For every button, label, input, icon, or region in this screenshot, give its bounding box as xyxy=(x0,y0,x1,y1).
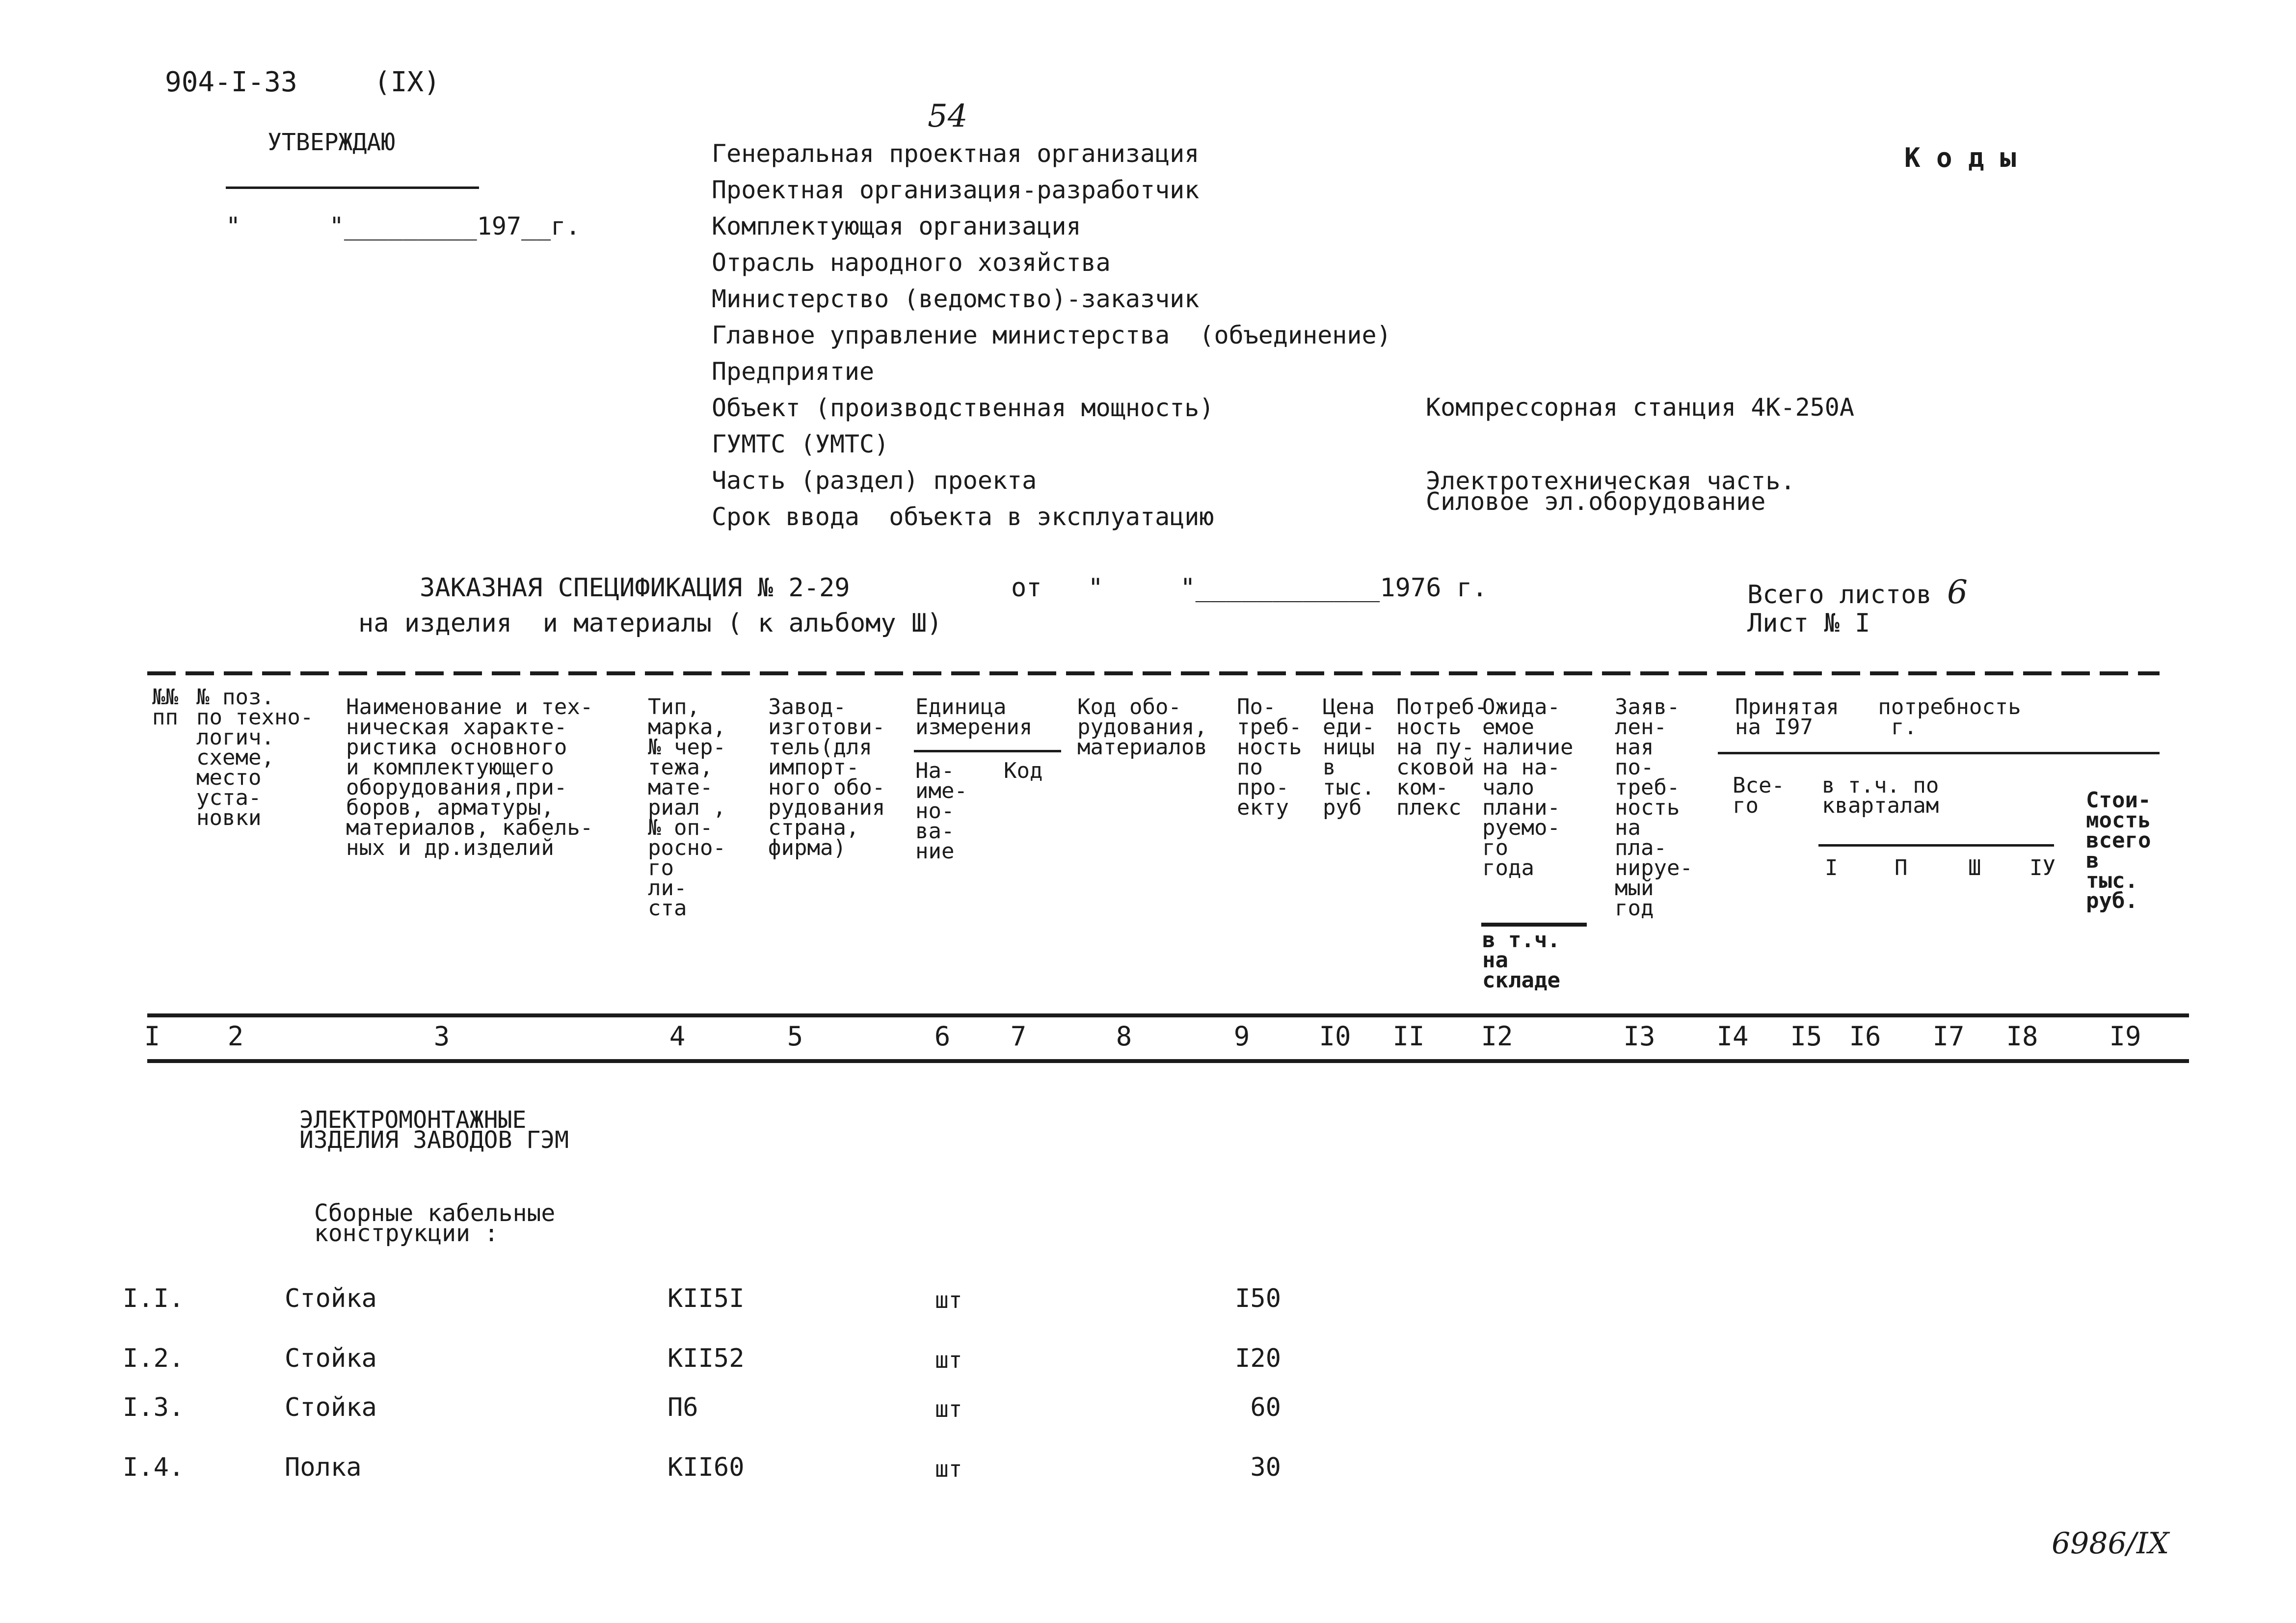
org-field: Объект (производственная мощность) xyxy=(712,394,1214,422)
row-quantity: I20 xyxy=(1235,1344,1281,1373)
part-value-2: Силовое эл.оборудование xyxy=(1426,487,1766,516)
header-col-9: По- треб- ность по про- екту xyxy=(1237,694,1302,820)
row-unit: шт xyxy=(935,1287,962,1313)
spec-title: ЗАКАЗНАЯ СПЕЦИФИКАЦИЯ № 2-29 xyxy=(420,573,850,603)
org-field: Проектная организация-разработчик xyxy=(712,176,1200,204)
row-number: I.4. xyxy=(123,1453,185,1482)
header-col-2: № поз. по техно- логич. схеме, место уста- новки xyxy=(196,685,314,830)
measure-unit-rule xyxy=(914,750,1061,752)
org-field: Предприятие xyxy=(712,357,875,386)
column-number: I2 xyxy=(1481,1021,1513,1052)
header-col-10: Цена еди- ницы в тыс. руб xyxy=(1323,694,1375,820)
row-quantity: 60 xyxy=(1250,1393,1281,1422)
part-value-1: Электротехническая часть. xyxy=(1426,467,1795,495)
header-col-1: №№ пп xyxy=(152,685,178,730)
approve-label: УТВЕРЖДАЮ xyxy=(267,129,396,156)
header-col-19: Стои- мость всего в тыс. руб. xyxy=(2086,788,2151,913)
row-number: I.2. xyxy=(123,1344,185,1373)
archive-stamp: 6986/IX xyxy=(2052,1526,2169,1561)
row-number: I.3. xyxy=(123,1393,185,1422)
org-field: Комплектующая организация xyxy=(712,212,1081,240)
org-field: ГУМТС (УМТС) xyxy=(712,430,889,458)
row-type: КII60 xyxy=(667,1453,745,1482)
column-number: 6 xyxy=(934,1021,951,1052)
column-number: I4 xyxy=(1716,1021,1749,1052)
header-q1: I xyxy=(1825,855,1838,880)
column-number: 7 xyxy=(1010,1021,1027,1052)
subsection-title: Сборные кабельные конструкции : xyxy=(314,1199,556,1247)
column-number: 5 xyxy=(787,1021,803,1052)
header-unit-group: Единица измерения xyxy=(915,694,1033,740)
row-unit: шт xyxy=(935,1396,962,1422)
header-col-5: Завод- изготови- тель(для импорт- ного обо- рудования страна, фирма) xyxy=(768,694,885,860)
header-quarters-group: в т.ч. по кварталам xyxy=(1822,773,1939,818)
total-sheets xyxy=(1747,573,1968,611)
approval-date: " "_________197__г. xyxy=(226,212,581,240)
column-number: I xyxy=(144,1021,160,1052)
row-type: КII52 xyxy=(667,1344,745,1373)
column-number: I0 xyxy=(1319,1021,1351,1052)
org-field: Срок ввода объекта в эксплуатацию xyxy=(712,503,1214,531)
column-number: I9 xyxy=(2109,1021,2141,1052)
org-field: Часть (раздел) проекта xyxy=(712,466,1037,495)
header-col-3: Наименование и тех- ническая характе- ристика основного и комплектующего оборудования,при- боров, арматуры, материалов, кабель- ных и др.изделий xyxy=(346,694,593,860)
header-col-12-stock: в т.ч. на складе xyxy=(1482,928,1560,993)
spec-subtitle: на изделия и материалы ( к альбому Ш) xyxy=(358,609,942,638)
column-number: I6 xyxy=(1849,1021,1881,1052)
row-name: Стойка xyxy=(285,1344,377,1373)
spec-date: от " "____________1976 г. xyxy=(1011,573,1488,603)
column-number: I7 xyxy=(1932,1021,1965,1052)
row-type: КII5I xyxy=(667,1284,745,1313)
stock-rule xyxy=(1481,923,1587,927)
row-unit: шт xyxy=(935,1456,962,1482)
header-col-4: Тип, марка, № чер- тежа, мате- риал , № оп- росно- го ли- ста xyxy=(648,694,726,921)
header-col-14: Все- го xyxy=(1733,773,1785,818)
section-title: ЭЛЕКТРОМОНТАЖНЫЕ ИЗДЕЛИЯ ЗАВОДОВ ГЭМ xyxy=(299,1106,569,1154)
row-name: Полка xyxy=(285,1453,362,1482)
object-value: Компрессорная станция 4К-250А xyxy=(1426,393,1854,422)
column-number: I5 xyxy=(1790,1021,1822,1052)
header-col-13: Заяв- лен- ная по- треб- ность на пла- нируе- мый год xyxy=(1615,694,1693,921)
column-number: 8 xyxy=(1116,1021,1132,1052)
accepted-group-rule xyxy=(1718,752,2160,754)
header-col-8: Код обо- рудования, материалов xyxy=(1077,694,1207,760)
row-quantity: 30 xyxy=(1250,1453,1281,1482)
header-top-rule xyxy=(147,671,2160,675)
org-field: Генеральная проектная организация xyxy=(712,139,1200,168)
page-number: 54 xyxy=(928,98,968,134)
header-q3: Ш xyxy=(1968,855,1981,880)
column-number: 3 xyxy=(433,1021,450,1052)
row-name: Стойка xyxy=(285,1284,377,1313)
row-unit: шт xyxy=(935,1347,962,1373)
org-fields xyxy=(712,135,1391,535)
signature-line xyxy=(226,186,479,189)
document-code: 904-I-33 xyxy=(165,66,297,98)
total-sheets-label: Всего листов xyxy=(1747,580,1932,610)
row-quantity: I50 xyxy=(1235,1284,1281,1313)
header-col-11: Потреб- ность на пу- сковой ком- плекс xyxy=(1396,694,1488,820)
quarters-rule xyxy=(1818,844,2054,847)
total-sheets-value: 6 xyxy=(1947,573,1968,611)
org-field: Главное управление министерства (объединение) xyxy=(712,321,1391,349)
codes-label: К о д ы xyxy=(1904,142,2016,173)
column-number: 9 xyxy=(1233,1021,1250,1052)
header-col-6: На- име- но- ва- ние xyxy=(915,758,967,864)
row-number: I.I. xyxy=(123,1284,185,1313)
row-name: Стойка xyxy=(285,1393,377,1422)
column-number: 2 xyxy=(227,1021,244,1052)
sheet-number: Лист № I xyxy=(1747,609,1870,638)
org-field: Министерство (ведомство)-заказчик xyxy=(712,285,1200,313)
header-q4: IУ xyxy=(2029,855,2056,880)
document-part: (IX) xyxy=(374,66,440,98)
row-type: П6 xyxy=(667,1393,698,1422)
column-number: I3 xyxy=(1623,1021,1655,1052)
column-number: 4 xyxy=(669,1021,686,1052)
org-field: Отрасль народного хозяйства xyxy=(712,248,1111,277)
numbers-top-rule xyxy=(147,1013,2189,1017)
column-number: I8 xyxy=(2006,1021,2038,1052)
numbers-bottom-rule xyxy=(147,1059,2189,1063)
header-col-7: Код xyxy=(1004,758,1043,783)
header-q2: П xyxy=(1895,855,1908,880)
column-number: II xyxy=(1392,1021,1425,1052)
header-col-12: Ожида- емое наличие на на- чало плани- руемо- го года xyxy=(1482,694,1574,880)
header-accepted-group: Принятая потребность на I97 г. xyxy=(1735,694,2021,740)
